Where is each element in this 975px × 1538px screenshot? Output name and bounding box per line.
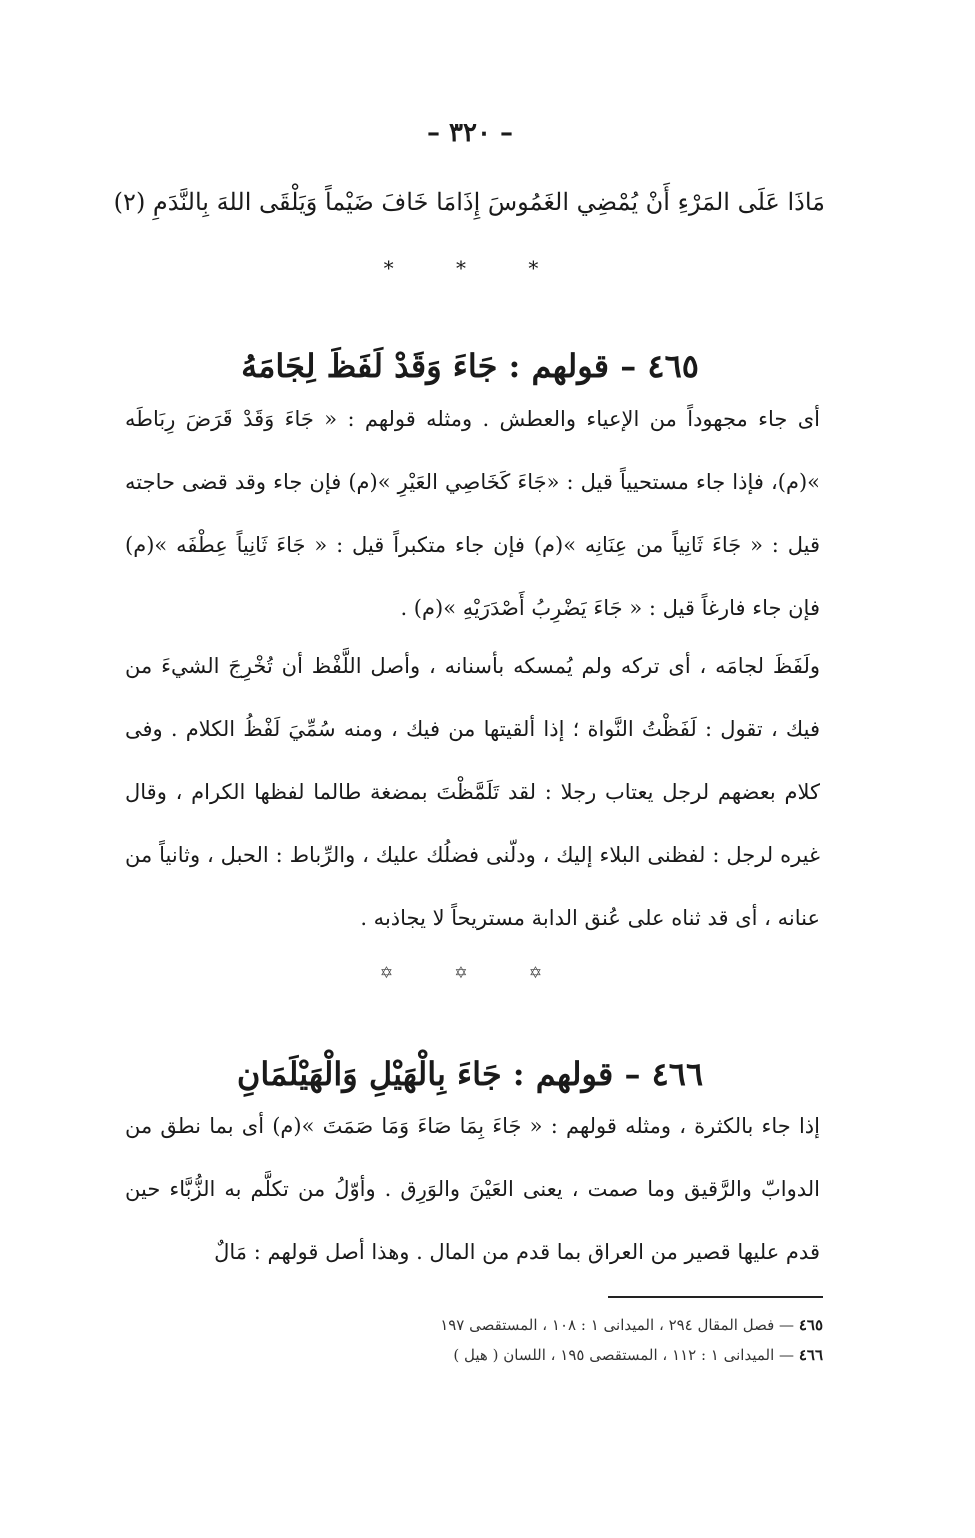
- footnote-number: ٤٦٥: [798, 1316, 823, 1334]
- verse-second-hemistich: مَا خَافَ ضَيْماً وَيَلْقَى اللهَ بِالنَّدَمِ (٢): [113, 188, 457, 216]
- footnote-text: — فصل المقال ٢٩٤ ، الميدانى ١ : ١٠٨ ، المستقصى ١٩٧: [440, 1316, 795, 1334]
- entry-465-paragraph-2: ولَفَظَ لجامَه ، أى تركه ولم يُمسكه بأسنانه ، وأصل اللَّفْظ أن تُخْرِجَ الشيءَ من فيك ، تقول : لَفَظْتُ النَّواة ؛ إذا ألقيتها من فيك ، ومنه سُمِّيَ لَفْظُ الكلام . وفى كلام بعضهم لرجل يعتاب رجلا : لقد تَلَمَّظْتَ بمضغة طالما لفظها الكرام ، وقال غيره لرجل : لفظنى البلاء إليك ، ودلّنى فضلُك عليك ، والرِّباط : الحبل ، وثانياً من عنانه ، أى قد ثناه على عُنق الدابة مستريحاً لا يجاذبه .: [125, 654, 820, 930]
- entry-heading-466: ٤٦٦ – قولهم : جَاءَ بِالْهَيْلِ وَالْهَيْلَمَانِ: [236, 1054, 704, 1093]
- footnote-465: [123, 1310, 823, 1340]
- section-divider-stars: ✡ ✡ ✡: [379, 963, 571, 982]
- footnote-text: — الميدانى ١ : ١١٢ ، المستقصى ١٩٥ ، اللسان ( هيل ): [453, 1346, 795, 1364]
- poetry-verse: [113, 188, 825, 216]
- footnotes: [123, 1310, 823, 1370]
- footnote-separator: [608, 1296, 823, 1298]
- entry-465-paragraph-1: أى جاء مجهوداً من الإعياء والعطش . ومثله قولهم : « جَاءَ وَقَدْ قَرَضَ رِبَاطَه »(م)، فإذا جاء مستحيياً قيل : «جَاءَ كَخَاصِي العَيْرِ »(م) فإن جاء وقد قضى حاجته قيل : « جَاءَ ثَانِياً من عِنَانِه »(م) فإن جاء متكبراً قيل : « جَاءَ ثَانِياً عِطْفَه »(م) فإن جاء فارغاً قيل : « جَاءَ يَضْرِبُ أَصْدَرَيْهِ »(م) .: [125, 407, 820, 620]
- entry-466-paragraph-1: إذا جاء بالكثرة ، ومثله قولهم : « جَاءَ بِمَا صَاءَ وَمَا صَمَتَ »(م) أى بما نطق من الدوابّ والرَّقيق وما صمت ، يعنى العَيْنَ والوَرِق . وأوّلُ من تكلَّم به الزُّبَّاء حين قدم عليها قصير من العراق بما قدم من المال . وهذا أصل قولهم : مَالٌ: [125, 1114, 820, 1264]
- section-divider-asterisks: * * *: [383, 256, 567, 280]
- footnote-number: ٤٦٦: [798, 1346, 823, 1364]
- page-number: – ٣٢٠ –: [426, 118, 514, 148]
- verse-first-hemistich: مَاذَا عَلَى المَرْءِ أَنْ يُمْضِي الغَمُوسَ إِذَا: [456, 188, 825, 216]
- footnote-466: [123, 1340, 823, 1370]
- entry-heading-465: ٤٦٥ – قولهم : جَاءَ وَقَدْ لَفَظَ لِجَامَهُ: [241, 346, 699, 385]
